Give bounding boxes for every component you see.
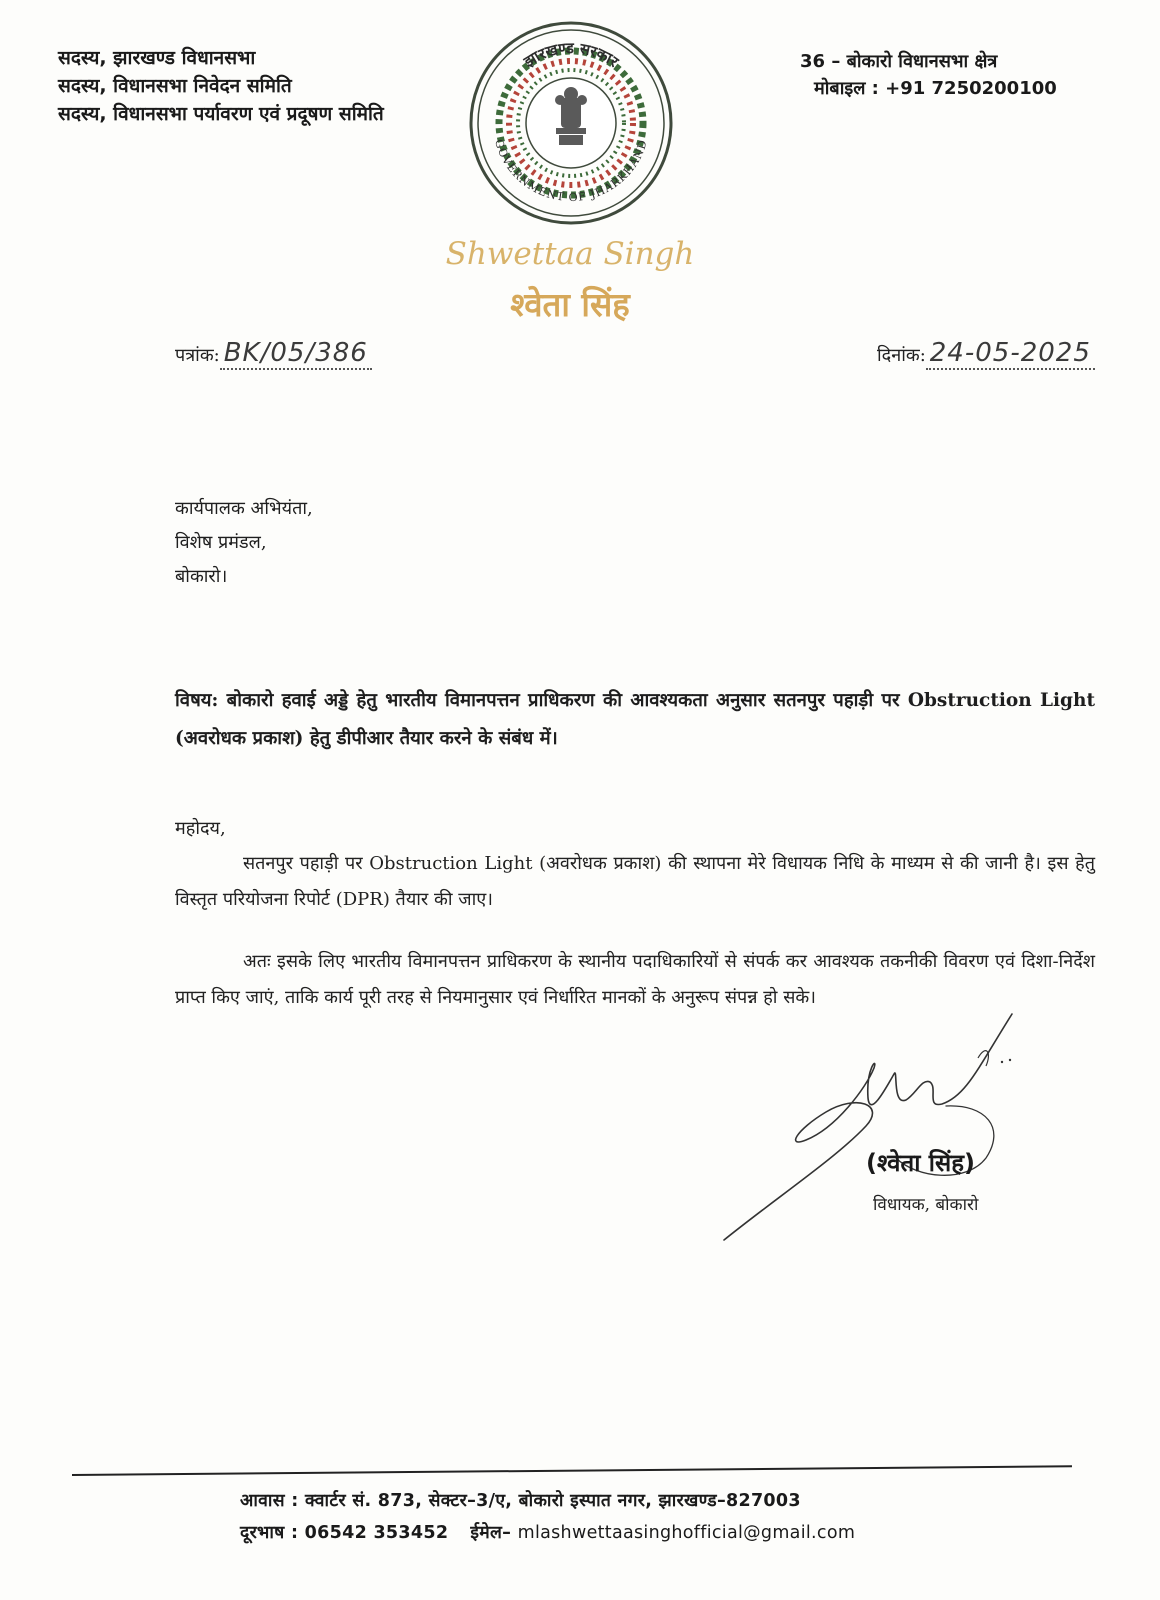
signatory-name: (श्वेता सिंह) <box>866 1149 975 1177</box>
letter-date <box>877 338 1095 368</box>
mobile-number: मोबाइल : +91 7250200100 <box>814 78 1057 99</box>
member-designations <box>58 44 384 128</box>
footer-divider <box>72 1465 1072 1476</box>
date-value: 24-05-2025 <box>926 338 1095 370</box>
recipient-address <box>175 492 313 594</box>
date-label: दिनांक: <box>877 345 926 366</box>
letterhead-name-hindi: श्वेता सिंह <box>510 285 630 324</box>
recipient-line: कार्यपालक अभियंता, <box>175 498 313 519</box>
salutation: महोदय, <box>175 818 226 839</box>
body-paragraph-1: सतनपुर पहाड़ी पर Obstruction Light (अवरोधक प्रकाश) की स्थापना मेरे विधायक निधि के माध्यम से की जानी है। इस हेतु विस्तृत परियोजना रिपोर्ट (DPR) तैयार की जाए। <box>175 853 1095 910</box>
letterhead-name-english: Shwettaa Singh <box>445 236 695 272</box>
designation-line: सदस्य, झारखण्ड विधानसभा <box>58 47 256 69</box>
footer-contact <box>240 1520 855 1544</box>
email-address: mlashwettaasinghofficial@gmail.com <box>517 1523 856 1543</box>
designation-line: सदस्य, विधानसभा निवेदन समिति <box>58 75 292 97</box>
contact-block <box>800 48 1057 102</box>
recipient-line: बोकारो। <box>175 566 228 587</box>
reference-label: पत्रांक: <box>175 345 220 366</box>
designation-line: सदस्य, विधानसभा पर्यावरण एवं प्रदूषण समिति <box>58 103 384 125</box>
handwritten-signature-icon <box>716 1008 1026 1258</box>
residence-address: आवास : क्वार्टर सं. 873, सेक्टर–3/ए, बोकारो इस्पात नगर, झारखण्ड–827003 <box>240 1491 801 1511</box>
constituency: 36 – बोकारो विधानसभा क्षेत्र <box>800 51 998 72</box>
seal-bottom-text: GOVERNMENT OF JHARKHAND <box>491 137 651 205</box>
signatory-designation: विधायक, बोकारो <box>873 1195 979 1215</box>
svg-text:झारखण्ड सरकार <box>520 39 623 71</box>
phone-number: दूरभाष : 06542 353452 <box>240 1523 449 1543</box>
email-label: ईमेल– <box>470 1523 512 1543</box>
body-paragraph-2: अतः इसके लिए भारतीय विमानपत्तन प्राधिकरण के स्थानीय पदाधिकारियों से संपर्क कर आवश्यक तकनीकी विवरण एवं दिशा-निर्देश प्राप्त किए जाएं, ताकि कार्य पूरी तरह से नियमानुसार एवं निर्धारित मानकों के अनुरूप संपन्न हो सके। <box>175 951 1095 1008</box>
recipient-line: विशेष प्रमंडल, <box>175 532 267 553</box>
letter-subject: विषय: बोकारो हवाई अड्डे हेतु भारतीय विमानपत्तन प्राधिकरण की आवश्यकता अनुसार सतनपुर पहाड़ी पर Obstruction Light (अवरोधक प्रकाश) हेतु डीपीआर तैयार करने के संबंध में। <box>175 690 1095 749</box>
reference-number <box>175 338 372 368</box>
reference-value: BK/05/386 <box>220 338 372 370</box>
seal-top-text: झारखण्ड सरकार <box>520 38 622 71</box>
government-seal-icon <box>468 20 674 226</box>
